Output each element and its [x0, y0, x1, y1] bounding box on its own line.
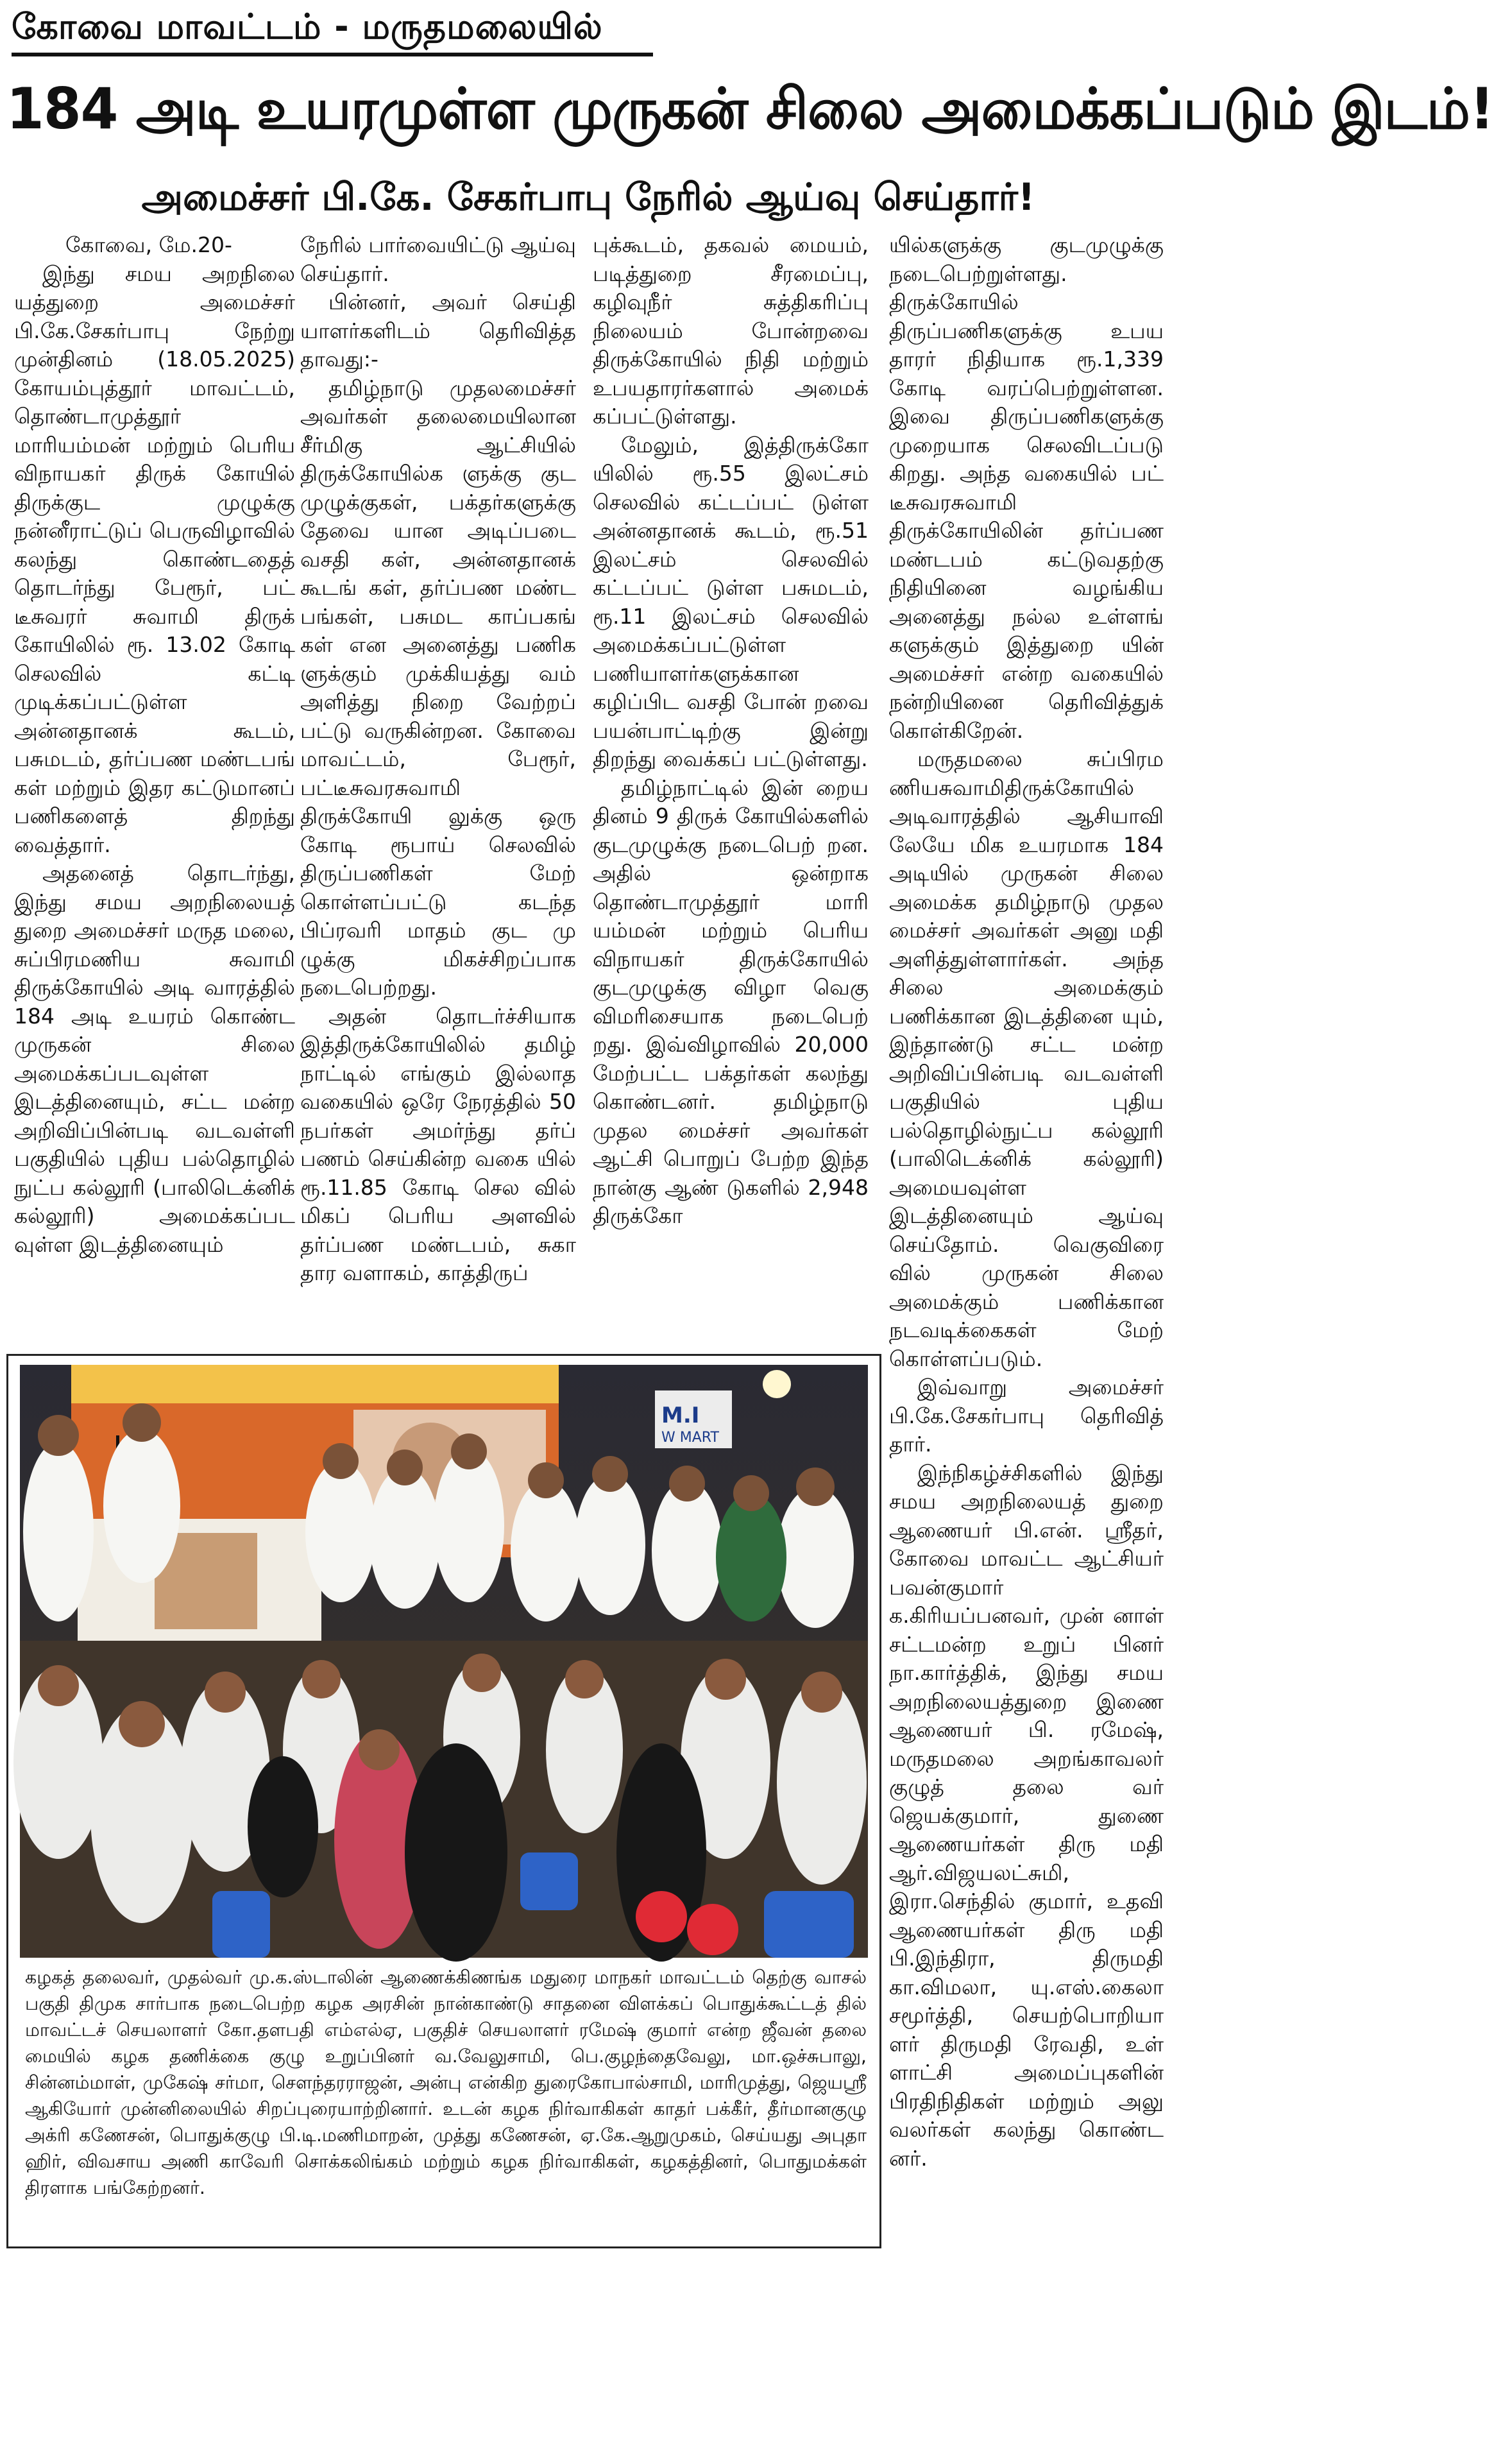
event-photo: [20, 1365, 868, 1958]
article-column-3: [593, 231, 869, 1335]
headline: 184 அடி உயரமுள்ள முருகன் சிலை அமைக்கப்படும் இடம்!: [6, 76, 1494, 142]
paragraph: அதன் தொடர்ச்சியாக இத்திருக்கோயிலில் தமிழ் நாட்டில் எங்கும் இல்லாத வகையில் ஒரே நேரத்தில் 50 நபர்கள் அமர்ந்து தர்ப் பணம் செய்கின்ற வகை யில் ரூ.11.85 கோடி செல வில் மிகப் பெரிய அளவில் தர்ப்பண மண்டபம், சுகா தார வளாகம், காத்திருப்: [300, 1003, 576, 1285]
photo-box: [6, 1354, 881, 2248]
paragraph: அதனைத் தொடர்ந்து, இந்து சமய அறநிலையத் துறை அமைச்சர் மருத மலை, சுப்பிரமணிய சுவாமி திருக்கோயில் அடி வாரத்தில் 184 அடி உயரம் கொண்ட முருகன் சிலை அமைக்கப்படவுள்ள இடத்தினையும், சட்ட மன்ற அறிவிப்பின்படி வடவள்ளி பகுதியில் புதிய பல்தொழில் நுட்ப கல்லூரி (பாலிடெக்னிக் கல்லூரி) அமைக்கப்பட வுள்ள இடத்தினையும்: [14, 860, 295, 1257]
paragraph: மேலும், இத்திருக்கோ யிலில் ரூ.55 இலட்சம் செலவில் கட்டப்பட் டுள்ள அன்னதானக் கூடம், ரூ.51 இலட்சம் செலவில் கட்டப்பட் டுள்ள பசுமடம், ரூ.11 இலட்சம் செலவில் அமைக்கப்பட்டுள்ள பணியாளர்களுக்கான கழிப்பிட வசதி போன் றவை பயன்பாட்டிற்கு இன்று திறந்து வைக்கப் பட்டுள்ளது.: [593, 432, 869, 771]
subhead: அமைச்சர் பி.கே. சேகர்பாபு நேரில் ஆய்வு செய்தார்!: [141, 175, 1035, 219]
paragraph: இந்து சமய அறநிலை யத்துறை அமைச்சர் பி.கே.சேகர்பாபு நேற்று முன்தினம் (18.05.2025) கோயம்புத்தூர் மாவட்டம், தொண்டாமுத்தூர் மாரியம்மன் மற்றும் பெரிய விநாயகர் திருக் கோயில் திருக்குட முழுக்கு நன்னீராட்டுப் பெருவிழாவில் கலந்து கொண்டதைத் தொடர்ந்து பேரூர், பட் டீசுவரர் சுவாமி திருக் கோயிலில் ரூ. 13.02 கோடி செலவில் கட்டி முடிக்கப்பட்டுள்ள அன்னதானக் கூடம், பசுமடம், தர்ப்பண மண்டபங் கள் மற்றும் இதர கட்டுமானப் பணிகளைத் திறந்து வைத்தார்.: [14, 261, 295, 857]
paragraph: யில்களுக்கு குடமுழுக்கு நடைபெற்றுள்ளது. திருக்கோயில் திருப்பணிகளுக்கு உபய தாரர் நிதியாக ரூ.1,339 கோடி வரப்பெற்றுள்ளன. இவை திருப்பணிகளுக்கு முறையாக செலவிடப்படு கிறது. அந்த வகையில் பட் டீசுவரசுவாமி திருக்கோயிலின் தர்ப்பண மண்டபம் கட்டுவதற்கு நிதியினை வழங்கிய அனைத்து நல்ல உள்ளங் களுக்கும் இத்துறை யின் அமைச்சர் என்ற வகையில் நன்றியினை தெரிவித்துக் கொள்கிறேன்.: [889, 232, 1164, 743]
paragraph: நேரில் பார்வையிட்டு ஆய்வு செய்தார்.: [300, 232, 576, 286]
kicker-text: கோவை மாவட்டம் - மருதமலையில்: [12, 6, 603, 47]
paragraph: மருதமலை சுப்பிரம ணியசுவாமிதிருக்கோயில் அடிவாரத்தில் ஆசியாவி லேயே மிக உயரமாக 184 அடியில் முருகன் சிலை அமைக்க தமிழ்நாடு முதல மைச்சர் அவர்கள் அனு மதி அளித்துள்ளார்கள். அந்த சிலை அமைக்கும் பணிக்கான இடத்தினை யும், இந்தாண்டு சட்ட மன்ற அறிவிப்பின்படி வடவள்ளி பகுதியில் புதிய பல்தொழில்நுட்ப கல்லூரி (பாலிடெக்னிக் கல்லூரி) அமையவுள்ள இடத்தினையும் ஆய்வு செய்தோம். வெகுவிரை வில் முருகன் சிலை அமைக்கும் பணிக்கான நடவடிக்கைகள் மேற் கொள்ளப்படும்.: [889, 746, 1164, 1371]
article-column-4: [889, 231, 1164, 2464]
paragraph: இந்நிகழ்ச்சிகளில் இந்து சமய அறநிலையத் துறை ஆணையர் பி.என். ஸ்ரீதர், கோவை மாவட்ட ஆட்சியர் பவன்குமார் க.கிரியப்பனவர், முன் னாள் சட்டமன்ற உறுப் பினர் நா.கார்த்திக், இந்து சமய அறநிலையத்துறை இணை ஆணையர் பி. ரமேஷ், மருதமலை அறங்காவலர் குழுத் தலை வர் ஜெயக்குமார், துணை ஆணையர்கள் திரு மதி ஆர்.விஜயலட்சுமி, இரா.செந்தில் குமார், உதவி ஆணையர்கள் திரு மதி பி.இந்திரா, திருமதி கா.விமலா, யு.எஸ்.கைலா சமூர்த்தி, செயற்பொறியா ளர் திருமதி ரேவதி, உள் ளாட்சி அமைப்புகளின் பிரதிநிதிகள் மற்றும் அலு வலர்கள் கலந்து கொண்ட னர்.: [889, 1460, 1164, 2171]
article-column-1: [14, 231, 295, 1335]
paragraph: தமிழ்நாடு முதலமைச்சர் அவர்கள் தலைமையிலான சீர்மிகு ஆட்சியில் திருக்கோயில்க ளுக்கு குட முழுக்குகள், பக்தர்களுக்கு தேவை யான அடிப்படை வசதி கள், அன்னதானக் கூடங் கள், தர்ப்பண மண்ட பங்கள், பசுமட காப்பகங் கள் என அனைத்து பணிக ளுக்கும் முக்கியத்து வம் அளித்து நிறை வேற்றப் பட்டு வருகின்றன. கோவை மாவட்டம், பேரூர், பட்டீசுவரசுவாமி திருக்கோயி லுக்கு ஒரு கோடி ரூபாய் செலவில் திருப்பணிகள் மேற் கொள்ளப்பட்டு கடந்த பிப்ரவரி மாதம் குட மு ழுக்கு மிகச்சிறப்பாக நடைபெற்றது.: [300, 375, 576, 1000]
paragraph: இவ்வாறு அமைச்சர் பி.கே.சேகர்பாபு தெரிவித் தார்.: [889, 1374, 1164, 1457]
article-column-2: [300, 231, 576, 1335]
shop-sign-text: M.I: [661, 1403, 700, 1428]
balloon: [687, 1904, 738, 1955]
kicker-rule: [12, 53, 653, 56]
shop-sign-sub: W MART: [661, 1430, 719, 1446]
dateline: கோவை, மே.20-: [65, 232, 232, 257]
paragraph: தமிழ்நாட்டில் இன் றைய தினம் 9 திருக் கோயில்களில் குடமுழுக்கு நடைபெற் றன. அதில் ஒன்றாக தொண்டாமுத்தூர் மாரி யம்மன் மற்றும் பெரிய விநாயகர் திருக்கோயில் குடமுழுக்கு விழா வெகு விமரிசையாக நடைபெற் றது. இவ்விழாவில் 20,000 மேற்பட்ட பக்தர்கள் கலந்து கொண்டனர். தமிழ்நாடு முதல மைச்சர் அவர்கள் ஆட்சி பொறுப் பேற்ற இந்த நான்கு ஆண் டுகளில் 2,948 திருக்கோ: [593, 774, 869, 1228]
photo-caption: கழகத் தலைவர், முதல்வர் மு.க.ஸ்டாலின் ஆணைக்கிணங்க மதுரை மாநகர் மாவட்டம் தெற்கு வாசல் பகுதி திமுக சார்பாக நடைபெற்ற கழக அரசின் நான்காண்டு சாதனை விளக்கப் பொதுக்கூட்டத் தில் மாவட்டச் செயலாளர் கோ.தளபதி எம்எல்ஏ, பகுதிச் செயலாளர் ரமேஷ் குமார் என்ற ஜீவன் தலை மையில் கழக தணிக்கை குழு உறுப்பினர் வ.வேலுசாமி, பெ.குழந்தைவேலு, மா.ஒச்சுபாலு, சின்னம்மாள், முகேஷ் சர்மா, சௌந்தரராஜன், அன்பு என்கிற துரைகோபால்சாமி, மாரிமுத்து, ஜெயஸ்ரீ ஆகியோர் முன்னிலையில் சிறப்புரையாற்றினார். உடன் கழக நிர்வாகிகள் காதர் பக்கீர், தீர்மானகுழு அக்ரி கணேசன், பொதுக்குழு பி.டி.மணிமாறன், முத்து கணேசன், ஏ.கே.ஆறுமுகம், செய்யது அபுதா ஹிர், விவசாய அணி காவேரி சொக்கலிங்கம் மற்றும் கழக நிர்வாகிகள், கழகத்தினர், பொதுமக்கள் திரளாக பங்கேற்றனர்.: [25, 1967, 867, 2198]
kicker: [12, 6, 653, 56]
paragraph: புக்கூடம், தகவல் மையம், படித்துறை சீரமைப்பு, கழிவுநீர் சுத்திகரிப்பு நிலையம் போன்றவை திருக்கோயில் நிதி மற்றும் உபயதாரர்களால் அமைக் கப்பட்டுள்ளது.: [593, 232, 869, 429]
paragraph: பின்னர், அவர் செய்தி யாளர்களிடம் தெரிவித்த தாவது:-: [300, 289, 576, 372]
event-photo-illustration: [20, 1365, 868, 1958]
balloon: [636, 1891, 687, 1942]
